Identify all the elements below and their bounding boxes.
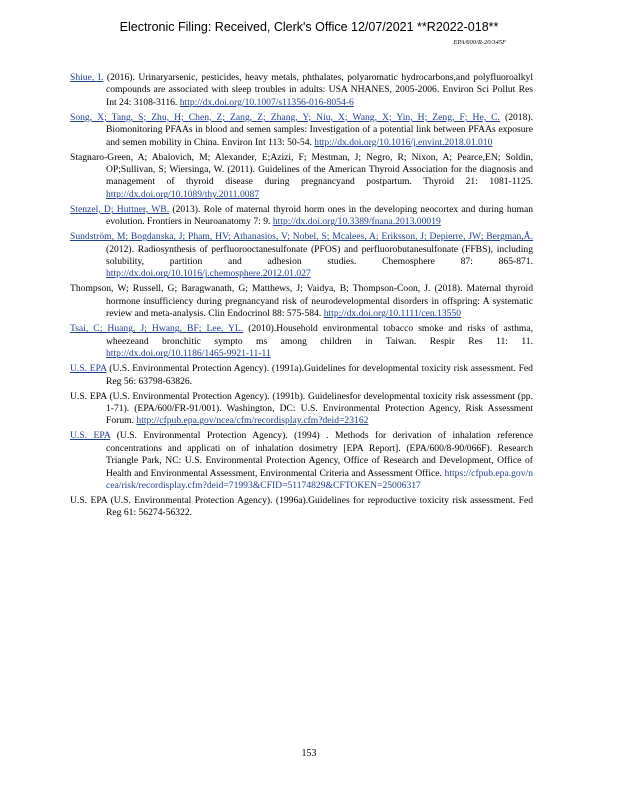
reference-text: Stagnaro-Green, A; Abalovich, M; Alexander, E;Azizi, F; Mestman, J; Negro, R; Nixon, A; Pearce,EN; Soldin, OP;Sullivan, S; Wiersinga, W. (2011). Guidelines of the American Thyroid Association for the diagnosis and management of thyroid disease during pregnancyand postpartum. Thyroid 21: 1081-1125.: [70, 151, 533, 188]
reference-text: (2013). Role of maternal thyroid horm ones in the developing neocortex and during human evolution. Frontiers in Neuroanatomy 7: 9.: [106, 203, 533, 228]
reference-text: (U.S. Environmental Protection Agency). (1991a).Guidelines for developmental toxicity risk assessment. Fed Reg 56: 63798-63826.: [106, 363, 533, 387]
reference-doi-link[interactable]: http://dx.doi.org/10.1016/j.chemosphere.2012.01.027: [106, 268, 311, 280]
reference-text: U.S. EPA (U.S. Environmental Protection Agency). (1996a).Guidelines for reproductive toxicity risk assessment. Fed Reg 61: 56274-56322.: [70, 494, 533, 519]
filing-header: Electronic Filing: Received, Clerk's Office 12/07/2021 **R2022-018**: [119, 20, 499, 34]
reference-doi-link[interactable]: http://dx.doi.org/10.1186/1465-9921-11-11: [106, 348, 271, 360]
reference-text: (2010).Household environmental tobacco smoke and risks of asthma, wheezeand bronchitic sympto ms among children in Taiwan. Respir Res 11: 11.: [106, 323, 533, 347]
reference-author-link[interactable]: Tsai, C; Huang, J; Hwang, BF; Lee, YL.: [70, 323, 244, 335]
page-number: 153: [301, 748, 317, 759]
reference-doi-link[interactable]: http://dx.doi.org/10.1089/thy.2011.0087: [106, 188, 260, 200]
reference-entry: [70, 72, 533, 109]
reference-doi-link[interactable]: http://dx.doi.org/10.1007/s11356-016-8054-6: [179, 96, 354, 108]
reference-text: U.S. EPA (U.S. Environmental Protection Agency). (1991b). Guidelinesfor developmental toxicity risk assessment (pp. 1-71). (EPA/600/FR-91/001). Washington, DC: U.S. Environmental Protection Agency, Risk Assessment Forum.: [70, 390, 533, 427]
reference-entry: [70, 204, 533, 229]
reference-doi-link[interactable]: http://dx.doi.org/10.1016/j.envint.2018.01.010: [314, 136, 493, 148]
reference-text: (2016). Urinaryarsenic, pesticides, heavy metals, phthalates, polyaromatic hydrocarbons,and polyfluoroalkyl compounds are associated with sleep troubles in adults: USA NHANES, 2005-2006. Environ Sci Pollut Res Int 24: 3108-3116.: [103, 72, 533, 108]
document-id: EPA/600/R-20/345F: [453, 39, 506, 46]
reference-text: (U.S. Environmental Protection Agency). (1994) . Methods for derivation of inhalation reference concentrations and applicati on of inhalation dosimetry [EPA Report]. (EPA/600/8-90/066F). Research Triangle Park, NC: U.S. Environmental Protection Agency, Office of Research and Development, Office of Health and Environmental Assessment, Environmental Criteria and Assessment Office.: [106, 430, 533, 479]
reference-entry: [70, 152, 533, 202]
reference-text: Thompson, W; Russell, G; Baragwanath, G; Matthews, J; Vaidya, B; Thompson-Coon, J. (2018). Maternal thyroid hormone insufficiency during pregnancyand risk of neurodevelopmental disorders in offspring: A systematic review and meta-analysis. Clin Endocrinol 88: 575-584.: [70, 283, 533, 320]
reference-entry: [70, 430, 533, 492]
reference-author-link[interactable]: Shiue, I.: [70, 72, 104, 83]
reference-author-link[interactable]: Sundström, M; Bogdanska, J; Pham, HV; Athanasios, V; Nobel, S; Mcalees, A; Eriksson, J; Depierre, JW; Bergman,Å.: [70, 231, 533, 243]
reference-entry: [70, 323, 533, 360]
reference-doi-link[interactable]: http://dx.doi.org/10.1111/cen.13550: [323, 308, 462, 320]
reference-entry: [70, 363, 533, 388]
reference-author-link[interactable]: U.S. EPA: [70, 363, 107, 375]
reference-url-link[interactable]: https://cfpub.epa.gov/ncea/risk/recordisplay.cfm?deid=71993&CFID=51174829&CFTOKEN=25006317: [106, 467, 533, 491]
reference-entry: [70, 112, 533, 149]
reference-author-link[interactable]: Song, X; Tang, S; Zhu, H; Chen, Z; Zang, Z; Zhang, Y; Niu, X; Wang, X; Yin, H; Zeng, F; He, C.: [70, 111, 500, 123]
reference-text: (2012). Radiosynthesis of perfluorooctanesulfonate (PFOS) and perfluorobutanesulfonate (FFBS), including solubility, partition and adhesion studies. Chemosphere 87: 865-871.: [106, 243, 533, 268]
reference-entry: [70, 283, 533, 320]
reference-author-link[interactable]: Stenzel, D; Huttner, WB.: [70, 203, 170, 215]
reference-author-link[interactable]: U.S. EPA: [70, 430, 111, 442]
reference-text: (2018). Biomonitoring PFAAs in blood and semen samples: Investigation of a potential link between PFAAs exposure and semen mobility in China. Environ Int 113: 50-54.: [106, 111, 533, 148]
reference-entry: [70, 231, 533, 281]
reference-entry: [70, 495, 533, 520]
reference-doi-link[interactable]: http://dx.doi.org/10.3389/fnana.2013.00019: [272, 216, 441, 228]
reference-list: [70, 72, 533, 522]
reference-url-link[interactable]: http://cfpub.epa.gov/ncea/cfm/recordisplay.cfm?deid=23162: [136, 415, 369, 427]
reference-entry: [70, 391, 533, 428]
